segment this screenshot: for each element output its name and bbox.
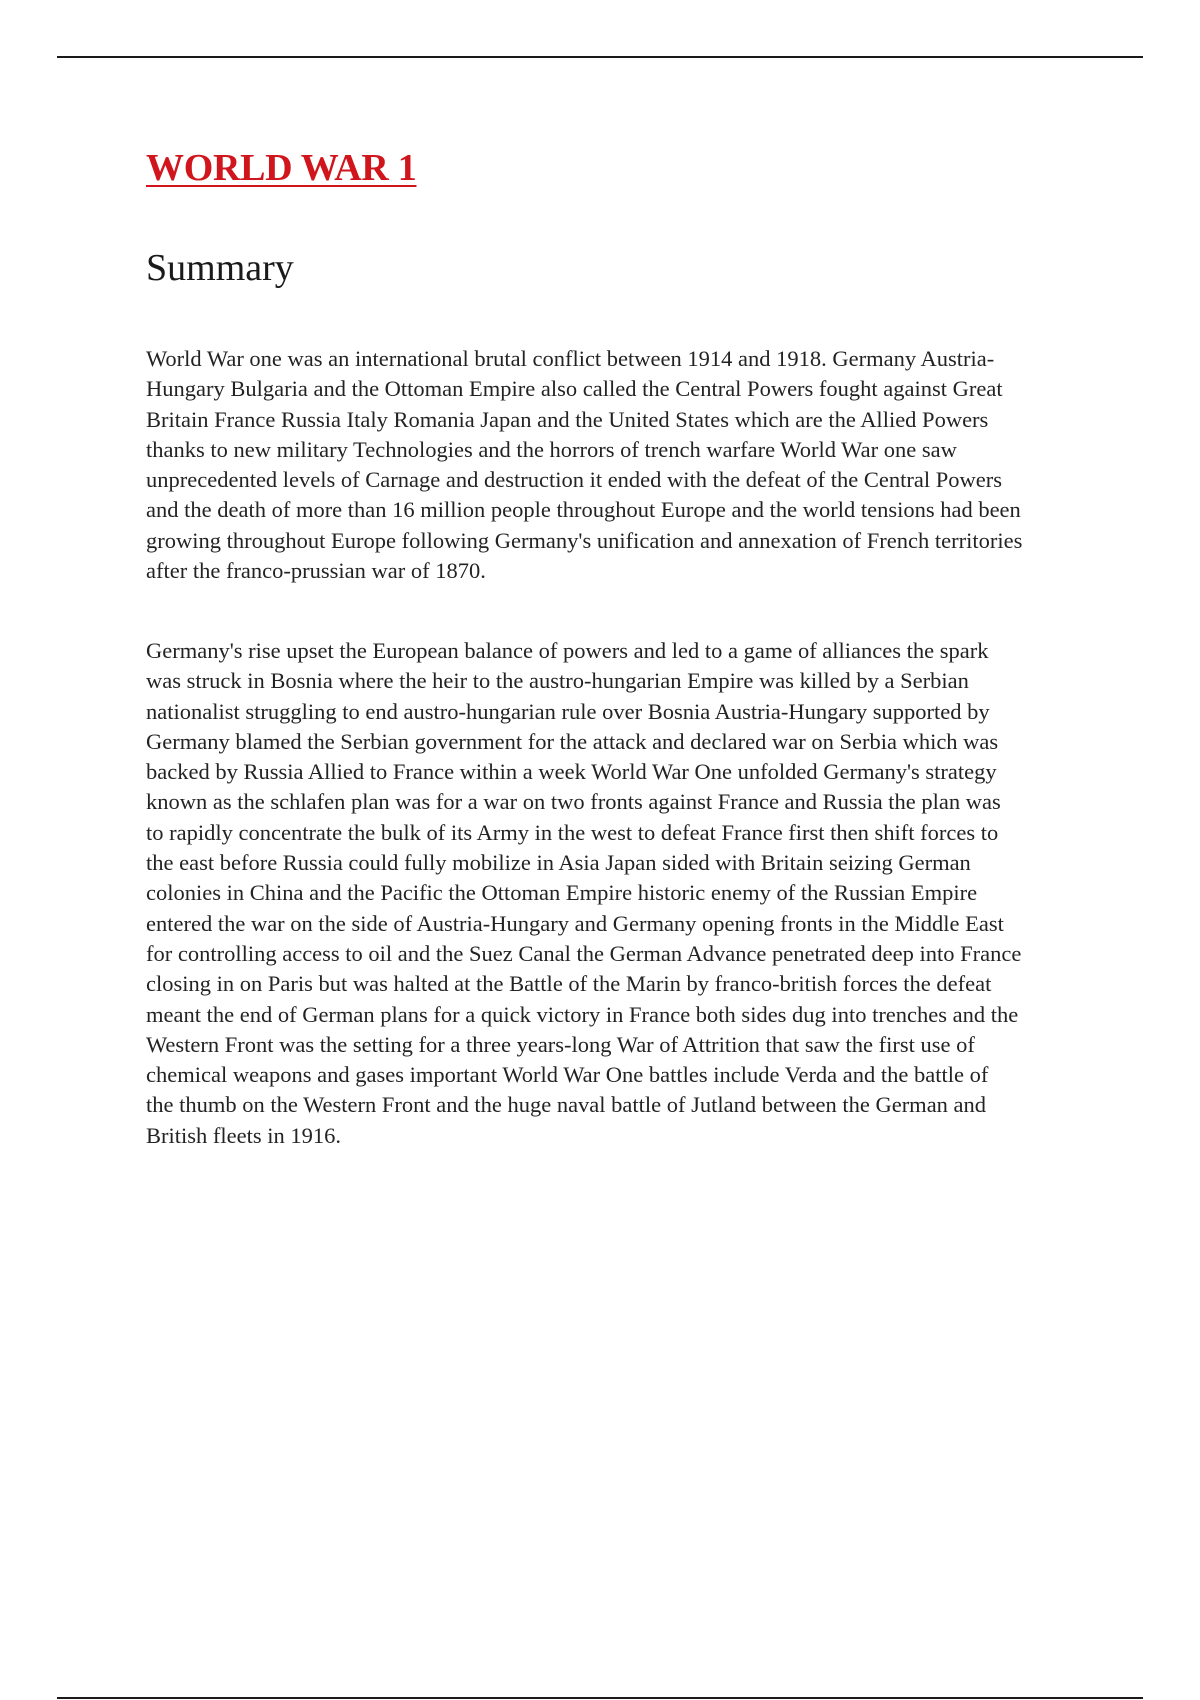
text-line: backed by Russia Allied to France within a week World War One unfolded Germany's strategy [146, 759, 997, 785]
text-line: Britain France Russia Italy Romania Japan and the United States which are the Allied Powers [146, 406, 989, 432]
text-line: meant the end of German plans for a quick victory in France both sides dug into trenches and the [146, 1001, 1019, 1027]
text-line: closing in on Paris but was halted at the Battle of the Marin by franco-british forces the defeat [146, 971, 992, 997]
text-line: thanks to new military Technologies and the horrors of trench warfare World War one saw [146, 436, 957, 462]
text-line: the thumb on the Western Front and the huge naval battle of Jutland between the German and [146, 1092, 987, 1118]
text-line: colonies in China and the Pacific the Ottoman Empire historic enemy of the Russian Empire [146, 880, 978, 906]
text-line: was struck in Bosnia where the heir to the austro-hungarian Empire was killed by a Serbian [146, 668, 969, 694]
text-line: for controlling access to oil and the Suez Canal the German Advance penetrated deep into France [146, 940, 1022, 966]
text-line: Germany's rise upset the European balance of powers and led to a game of alliances the spark [146, 638, 989, 663]
text-line: Hungary Bulgaria and the Ottoman Empire also called the Central Powers fought against Great [146, 376, 1003, 402]
header-rule [57, 56, 1143, 58]
text-line: known as the schlafen plan was for a war on two fronts against France and Russia the plan was [146, 789, 1001, 815]
paragraph-1 [146, 344, 1022, 586]
text-line: British fleets in 1916. [146, 1122, 341, 1148]
text-line: to rapidly concentrate the bulk of its Army in the west to defeat France first then shift forces to [146, 819, 999, 845]
document-title: WORLD WAR 1 [146, 147, 417, 189]
text-line: World War one was an international brutal conflict between 1914 and 1918. Germany Austria- [146, 346, 995, 371]
text-line: entered the war on the side of Austria-Hungary and Germany opening fronts in the Middle East [146, 910, 1004, 936]
text-line: the east before Russia could fully mobilize in Asia Japan sided with Britain seizing German [146, 850, 971, 876]
text-line: Germany blamed the Serbian government for the attack and declared war on Serbia which was [146, 728, 999, 754]
section-heading-summary: Summary [146, 247, 294, 289]
text-line: after the franco-prussian war of 1870. [146, 558, 486, 584]
paragraph-2 [146, 636, 1021, 1151]
text-line: growing throughout Europe following Germany's unification and annexation of French territories [146, 527, 1023, 553]
footer-rule [57, 1697, 1143, 1699]
text-line: unprecedented levels of Carnage and destruction it ended with the defeat of the Central Powers [146, 467, 1002, 493]
text-line: Western Front was the setting for a three years-long War of Attrition that saw the first use of [146, 1031, 975, 1057]
text-line: chemical weapons and gases important World War One battles include Verda and the battle of [146, 1062, 989, 1088]
text-line: and the death of more than 16 million people throughout Europe and the world tensions had been [146, 497, 1021, 523]
text-line: nationalist struggling to end austro-hungarian rule over Bosnia Austria-Hungary supported by [146, 698, 990, 724]
